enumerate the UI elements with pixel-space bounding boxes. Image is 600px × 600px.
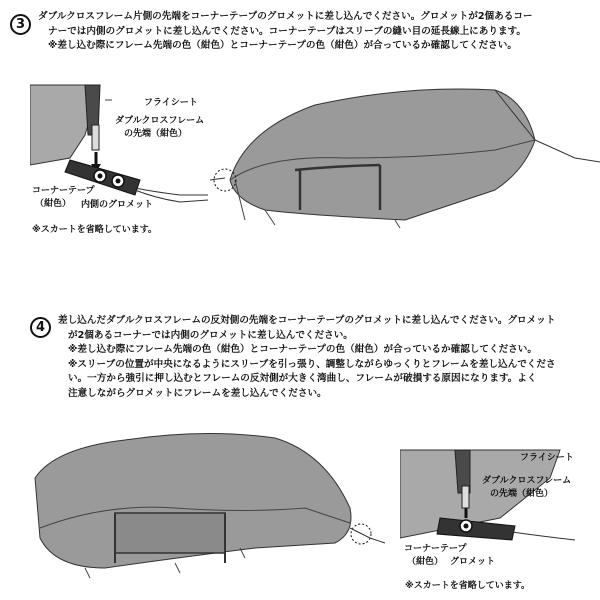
step-instructions: [38, 10, 598, 54]
frame-tip-label-line1: ダブルクロスフレーム: [482, 476, 572, 486]
frame-tip-label-line2: の先端（紺色）: [490, 489, 554, 499]
step-number: 3: [10, 14, 31, 35]
instruction-line: ナーでは内側のグロメットに差し込んでください。コーナーテープはスリーブの縫い目の延長線上にあります。: [48, 25, 526, 37]
grommet-label: グロメット: [450, 557, 496, 567]
frame-tip-label-line1: ダブルクロスフレーム: [115, 116, 205, 126]
flysheet-label: フライシート: [520, 453, 574, 463]
instruction-line: ダブルクロスフレーム片側の先端をコーナーテープのグロメットに差し込んでください。グロメットが2個あるコー: [38, 11, 533, 22]
frame-tip-label-line2: の先端（紺色）: [124, 129, 188, 139]
instruction-line: ※差し込む際にフレーム先端の色（紺色）とコーナーテープの色（紺色）が合っているか確認してください。: [68, 344, 537, 355]
instruction-line: ※スリーブの位置が中央になるようにスリーブを引っ張り、調整しながらゆっくりとフレームを差し込んでくださ: [68, 358, 556, 370]
instruction-line: 差し込んだダブルクロスフレームの反対側の先端をコーナーテープのグロメットに差し込んでください。グロメット: [58, 315, 556, 326]
skirt-omitted-note: ※スカートを省略しています。: [405, 581, 531, 591]
corner-tape-label-line1: コーナーテープ: [404, 544, 467, 554]
step-instructions: [58, 314, 598, 401]
instruction-line: 注意しながらグロメットにフレームを差し込んでください。: [68, 387, 327, 399]
corner-tape-label-line1: コーナーテープ: [32, 186, 95, 196]
instruction-line: が2個あるコーナーでは内側のグロメットに差し込んでください。: [68, 329, 353, 341]
inner-grommet-label: 内側のグロメット: [81, 200, 154, 210]
tent-illustration: [205, 80, 600, 230]
instruction-line: ※差し込む際にフレーム先端の色（紺色）とコーナーテープの色（紺色）が合っているか確認してください。: [48, 40, 517, 51]
corner-tape-label-line2: （紺色）: [407, 557, 444, 567]
instruction-line: い。一方から強引に押し込むとフレームの反対側が大きく湾曲し、フレームが破損する原因になります。よく: [68, 373, 537, 384]
corner-tape-label-line2: （紺色）: [35, 199, 72, 209]
flysheet-label: フライシート: [144, 98, 198, 108]
tent-illustration: [25, 418, 385, 593]
skirt-omitted-note: ※スカートを省略しています。: [32, 225, 158, 235]
step-number: 4: [30, 317, 51, 338]
